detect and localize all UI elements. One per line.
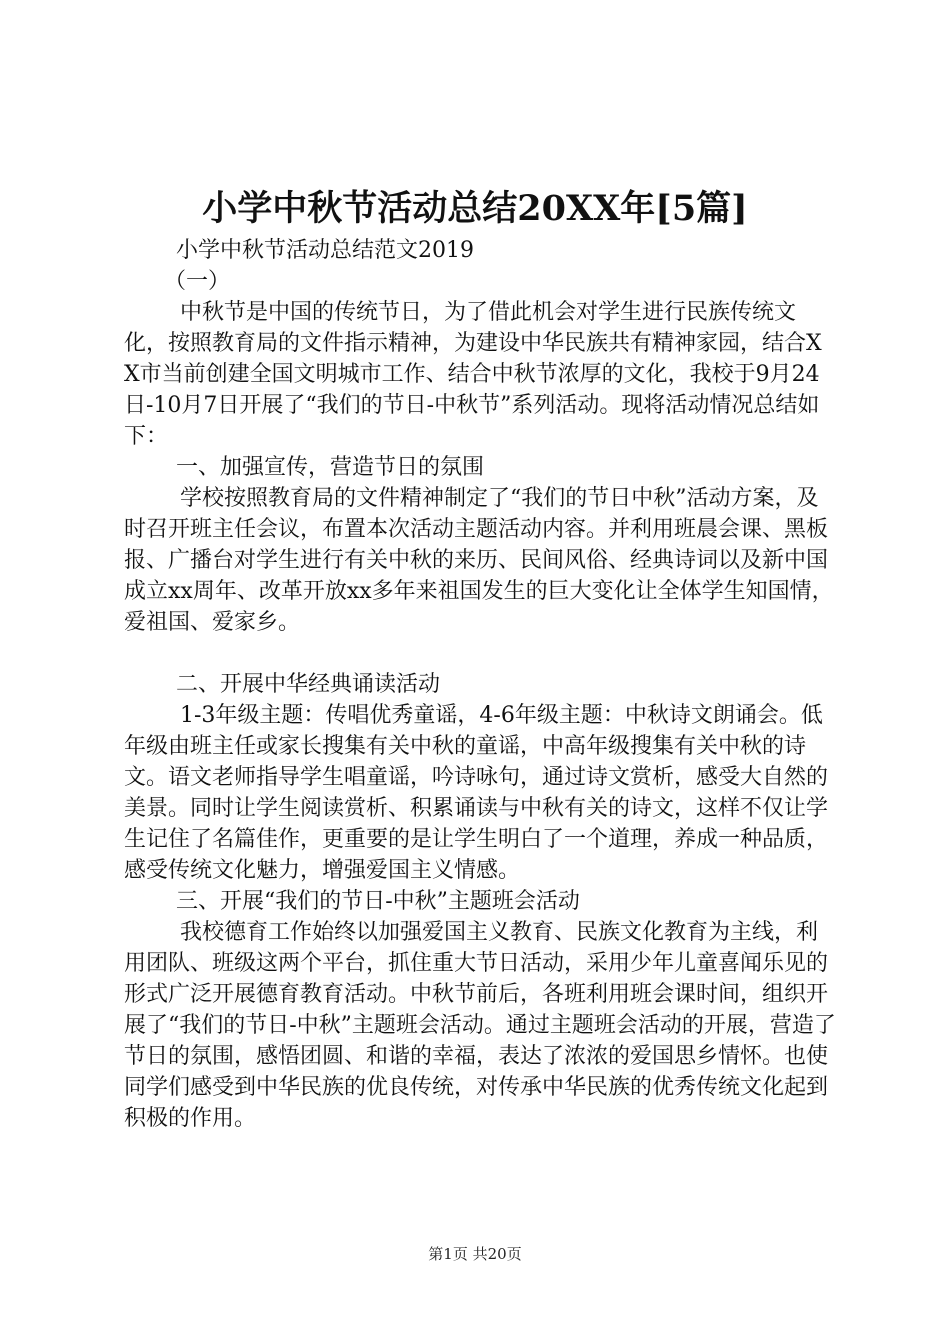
heading-section-1: 一、加强宣传，营造节日的氛围	[176, 455, 485, 480]
paragraph-section-2: 1-3年级主题：传唱优秀童谣，4-6年级主题：中秋诗文朗诵会。低年级由班主任或家长搜集有关中秋的童谣，中高年级搜集有关中秋的诗文。语文老师指导学生唱童谣，吟诗咏句，通过诗文赏析，感受大自然的美景。同时让学生阅读赏析、积累诵读与中秋有关的诗文，这样不仅让学生记住了名篇佳作，更重要的是让学生明白了一个道理，养成一种品质，感受传统文化魅力，增强爱国主义情感。	[124, 703, 829, 883]
paragraph-intro: 中秋节是中国的传统节日，为了借此机会对学生进行民族传统文化，按照教育局的文件指示精神，为建设中华民族共有精神家园，结合XX市当前创建全国文明城市工作、结合中秋节浓厚的文化，我校于9月24日-10月7日开展了“我们的节日-中秋节”系列活动。现将活动情况总结如下：	[124, 300, 822, 449]
document-body	[124, 235, 836, 1134]
paragraph-section-1: 学校按照教育局的文件精神制定了“我们的节日中秋”活动方案，及时召开班主任会议，布置本次活动主题活动内容。并利用班晨会课、黑板报、广播台对学生进行有关中秋的来历、民间风俗、经典诗词以及新中国成立xx周年、改革开放xx多年来祖国发生的巨大变化让全体学生知国情，爱祖国、爱家乡。	[124, 486, 834, 635]
paragraph-section-3: 我校德育工作始终以加强爱国主义教育、民族文化教育为主线，利用团队、班级这两个平台，抓住重大节日活动，采用少年儿童喜闻乐见的形式广泛开展德育教育活动。中秋节前后，各班利用班会课时间，组织开展了“我们的节日-中秋”主题班会活动。通过主题班会活动的开展，营造了节日的氛围，感悟团圆、和谐的幸福，表达了浓浓的爱国思乡情怀。也使同学们感受到中华民族的优良传统，对传承中华民族的优秀传统文化起到积极的作用。	[124, 920, 836, 1131]
heading-section-3: 三、开展“我们的节日-中秋”主题班会活动	[176, 889, 580, 914]
document-title: 小学中秋节活动总结20XX年[5篇]	[202, 188, 748, 229]
document-subtitle: 小学中秋节活动总结范文2019	[176, 238, 474, 263]
page-footer: 第1页 共20页	[428, 1245, 522, 1263]
section-marker: （一）	[164, 269, 231, 294]
heading-section-2: 二、开展中华经典诵读活动	[176, 672, 441, 697]
paragraph-spacer	[124, 638, 836, 669]
